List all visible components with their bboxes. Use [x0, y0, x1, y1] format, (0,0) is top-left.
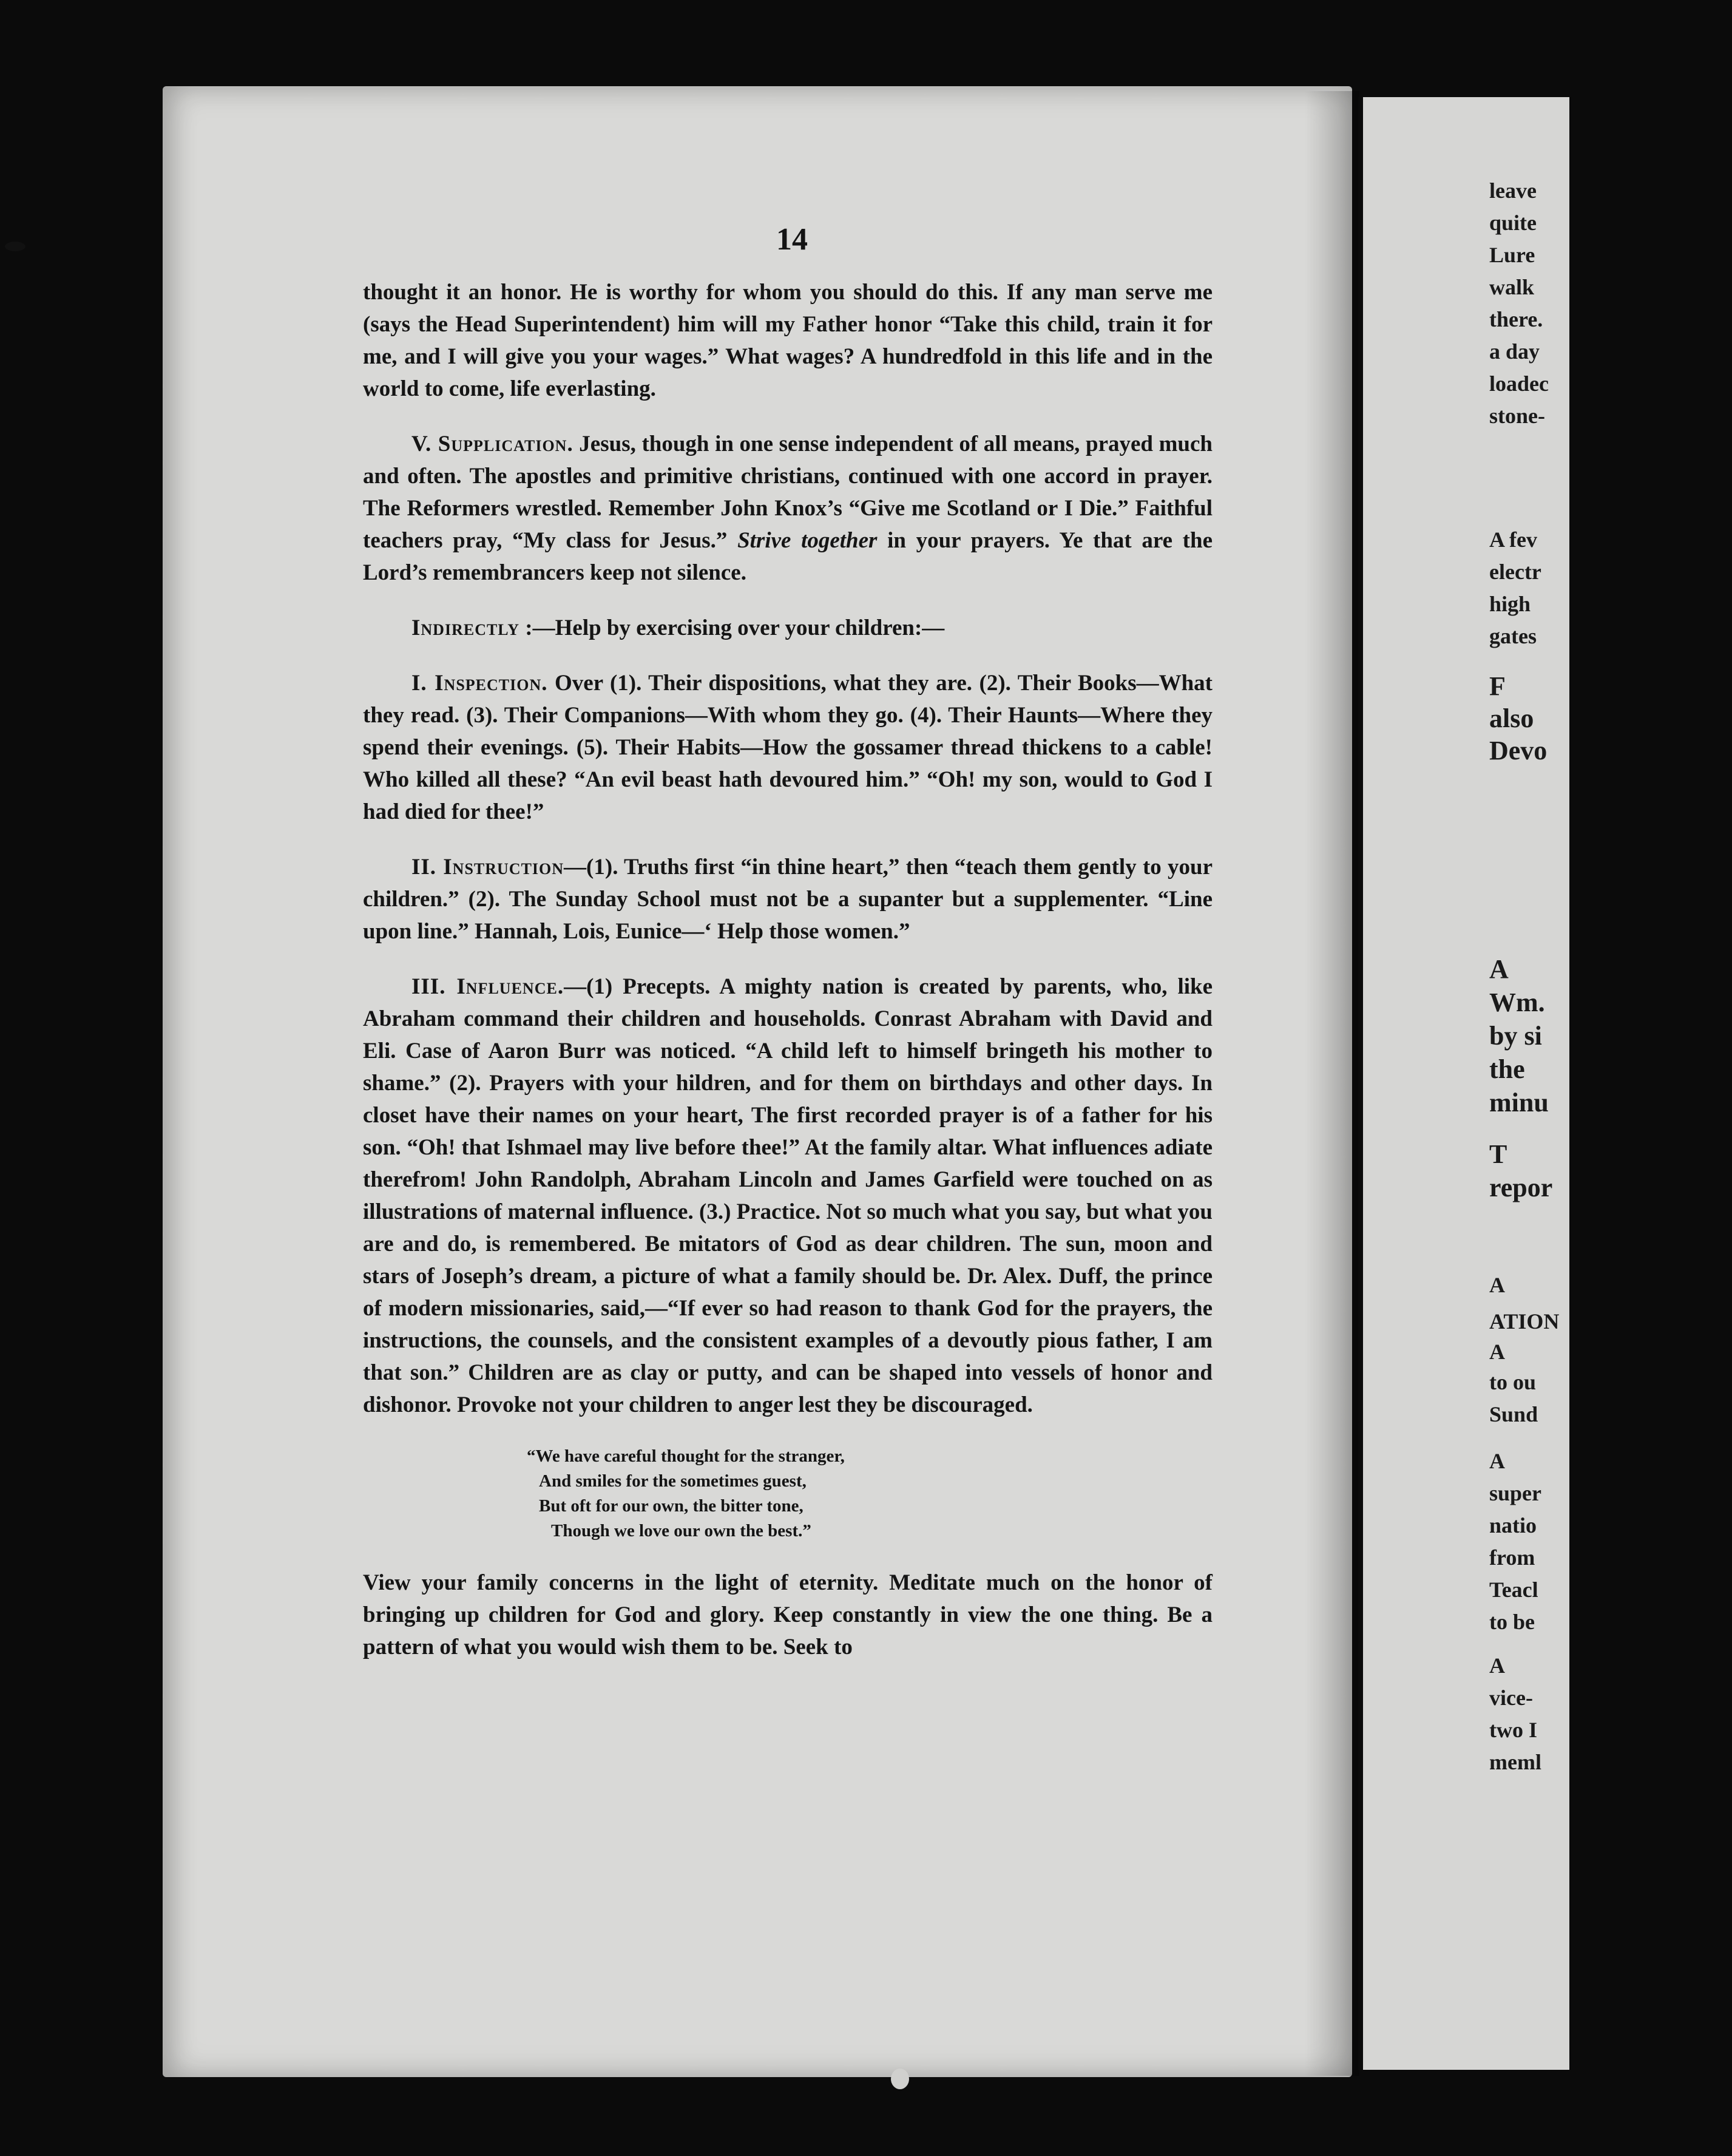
paragraph-indirectly [363, 612, 1213, 644]
paragraph-inspection [363, 667, 1213, 828]
right-page-fragment: from [1489, 1545, 1535, 1570]
right-page-fragment: quite [1489, 211, 1537, 235]
poem-line: And smiles for the sometimes guest, [539, 1471, 807, 1491]
right-page-fragment: loadec [1489, 371, 1549, 396]
right-page-fragment: Lure [1489, 243, 1535, 267]
poem-line: Though we love our own the best.” [551, 1521, 811, 1541]
paragraph-influence-text: —(1) Precepts. A mighty nation is created by parents, who, like Abraham command their children and households. Conrast Abraham with David and Eli. Case of Aaron Burr was noticed. “A child left to himself bringeth his mother to shame.” (2). Prayers with your hildren, and for them on birthdays and other days. In closet have their names on your heart, The first recorded prayer is of a father for his son. “Oh! that Ishmael may live before thee!” At the family altar. What influences adiate therefrom! John Randolph, Abraham Lincoln and James Garfield were touched on as illustrations of maternal influence. (3.) Practice. Not so much what you say, but what you are and do, is remembered. Be mitators of God as dear children. The sun, moon and stars of Joseph’s dream, a picture of what a family should be. Dr. Alex. Duff, the prince of modern missionaries, said,—“If ever so had reason to thank God for the prayers, the instructions, the counsels, and the consistent examples of a devoutly pious father, I am that son.” Children are as clay or putty, and can be shaped into vessels of honor and dishonor. Provoke not your children to anger lest they be discouraged. [363, 974, 1213, 1417]
right-page-fragment: super [1489, 1481, 1542, 1505]
right-page-fragment: leave [1489, 178, 1537, 203]
paragraph-indirectly-text: :—Help by exercising over your children:— [519, 615, 945, 640]
document-page-right [1358, 97, 1569, 2070]
italic-phrase: Strive together [737, 528, 878, 553]
poem-line: “We have careful thought for the stranger, [527, 1446, 845, 1466]
right-page-fragment: A [1489, 1273, 1505, 1297]
right-page-fragment: Sund [1489, 1402, 1538, 1426]
right-page-fragment: Teacl [1489, 1578, 1538, 1602]
right-page-fragment: a day [1489, 339, 1540, 364]
section-heading-inspection: I. Inspection. [411, 671, 548, 696]
right-page-fragment: high [1489, 592, 1531, 616]
paragraph-intro [363, 276, 1213, 405]
section-heading-supplication: V. Supplication. [411, 432, 573, 456]
paragraph-instruction [363, 851, 1213, 947]
right-page-fragment: stone- [1489, 404, 1545, 428]
page-gutter-shadow [1305, 91, 1359, 2076]
right-page-fragment: A [1489, 1449, 1505, 1473]
right-page-fragment: to be [1489, 1610, 1535, 1634]
right-page-fragment: there. [1489, 307, 1543, 331]
section-heading-indirectly: Indirectly [411, 615, 520, 640]
right-page-fragment: A [1489, 1340, 1505, 1364]
right-page-fragment: by si [1489, 1021, 1542, 1051]
right-page-fragment: electr [1489, 560, 1541, 584]
right-page-fragment: meml [1489, 1750, 1541, 1774]
section-heading-instruction: II. Instruction [411, 855, 564, 880]
right-page-fragment: natio [1489, 1513, 1537, 1537]
poem-line: But oft for our own, the bitter tone, [539, 1496, 803, 1516]
right-page-fragment: repor [1489, 1173, 1553, 1202]
right-page-fragment: to ou [1489, 1370, 1537, 1394]
paragraph-instruction-text: —(1). Truths first “in thine heart,” then “teach them gently to your children.” (2). The Sunday School must not be a supanter but a supplementer. “Line upon line.” Hannah, Lois, Eunice—‘ Help those women.” [363, 855, 1213, 944]
right-page-fragment: A [1489, 954, 1509, 984]
right-page-fragment: ATION [1489, 1309, 1560, 1334]
scan-speck [891, 2069, 909, 2089]
paragraph-closing: View your family concerns in the light of eternity. Meditate much on the honor of bringing up children for God and glory. Keep constantly in view the one thing. Be a pattern of what you would wish them to be. Seek to [363, 1570, 1213, 1659]
right-page-fragment: two I [1489, 1718, 1537, 1742]
right-page-fragment: minu [1489, 1088, 1549, 1117]
page-body [363, 276, 1213, 1686]
section-heading-influence: III. Influence. [411, 974, 564, 999]
right-page-fragment: the [1489, 1054, 1525, 1084]
paragraph-supplication-text: Jesus, though in one sense independent of all means, prayed much and often. The apostles and primitive christians, continued with one accord in prayer. The Reformers wrestled. Remember John Knox’s “Give me Scotland or I Die.” Faithful teachers pray, “My class for Jesus.” [363, 432, 1213, 553]
right-page-fragment: gates [1489, 624, 1537, 648]
paragraph-supplication-tail: in your prayers. Ye that are the Lord’s remembrancers keep not silence. [363, 528, 1213, 585]
right-page-fragment: T [1489, 1139, 1507, 1169]
right-page-fragment: also [1489, 703, 1534, 733]
right-page-fragment: Wm. [1489, 988, 1545, 1017]
right-page-fragment: walk [1489, 275, 1535, 299]
page-number: 14 [776, 222, 808, 257]
paragraph-influence [363, 971, 1213, 1421]
paragraph-intro-text: thought it an honor. He is worthy for whom you should do this. If any man serve me (says the Head Superintendent) him will my Father honor “Take this child, train it for me, and I will give you your wages.” What wages? A hundredfold in this life and in the world to come, life everlasting. [363, 280, 1213, 401]
right-page-fragment: A fev [1489, 527, 1537, 552]
right-page-fragment: Devo [1489, 736, 1548, 765]
right-page-fragment: F [1489, 671, 1506, 701]
paragraph-supplication [363, 428, 1213, 589]
right-page-fragment: vice- [1489, 1686, 1533, 1710]
right-page-fragment: A [1489, 1653, 1505, 1678]
paragraph-inspection-text: Over (1). Their dispositions, what they are. (2). Their Books—What they read. (3). Their Companions—With whom they go. (4). Their Haunts—Where they spend their evenings. (5). Their Habits—How the gossamer thread thickens to a cable! Who killed all these? “An evil beast hath devoured him.” “Oh! my son, would to God I had died for thee!” [363, 671, 1213, 824]
scan-speck [5, 242, 25, 251]
poem-quote [527, 1444, 1213, 1544]
